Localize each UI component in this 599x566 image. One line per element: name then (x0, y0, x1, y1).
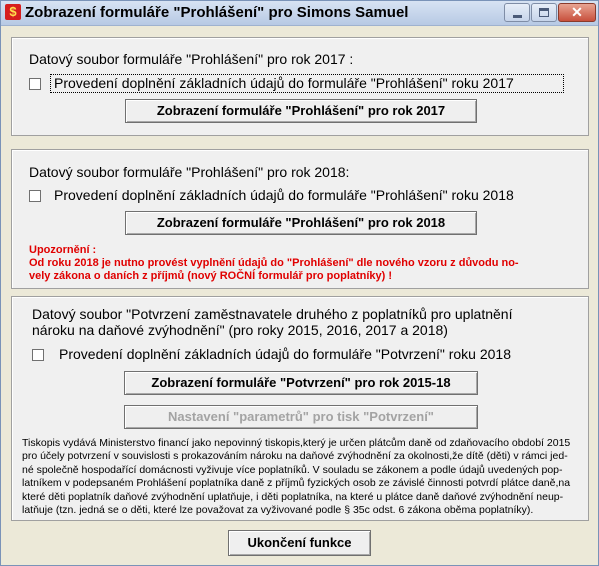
window-title: Zobrazení formuláře "Prohlášení" pro Simons Samuel (25, 4, 409, 21)
checkbox-2017-label[interactable]: Provedení doplnění základních údajů do formuláře "Prohlášení" roku 2017 (54, 75, 514, 91)
checkbox-2018[interactable] (29, 190, 41, 202)
note-line: pro účely potvrzení v souvislosti s prokazováním nároku na daňové zvýhodnění za okolnosti,že dítě (děti) v rámci jed- (22, 450, 568, 463)
print-params-button[interactable]: Nastavení "parametrů" pro tisk "Potvrzení" (124, 405, 478, 429)
minimize-button[interactable] (504, 3, 530, 22)
heading-potvrzeni-line: Datový soubor "Potvrzení zaměstnavatele druhého z poplatníků pro uplatnění (32, 306, 513, 322)
close-icon: ✕ (571, 4, 583, 20)
show-prohlaseni-2017-button[interactable]: Zobrazení formuláře "Prohlášení" pro rok 2017 (125, 99, 477, 123)
note-line: Tiskopis vydává Ministerstvo financí jako nepovinný tiskopis,který je určen plátcům daně od zdaňovacího období 2015 (22, 437, 571, 449)
maximize-button[interactable] (531, 3, 557, 22)
title-bar[interactable] (1, 1, 598, 26)
warning-line: vely zákona o daních z příjmů (nový ROČNÍ formulář pro poplatníky) ! (29, 270, 393, 282)
panel-prohlaseni-2017 (11, 37, 589, 136)
note-line: latňuje (tzn. jedná se o děti, které lze považovat za vyživované podle § 35c odst. 6 zákona oběma poplatníky). (22, 504, 534, 517)
show-prohlaseni-2018-button[interactable]: Zobrazení formuláře "Prohlášení" pro rok 2018 (125, 211, 477, 235)
maximize-icon (539, 8, 549, 17)
panel-prohlaseni-2018 (11, 149, 589, 289)
warning-line: Od roku 2018 je nutno provést vyplnění údajů do "Prohlášení" dle nového vzoru z důvodu no- (29, 257, 519, 269)
warning-title: Upozornění : (29, 244, 97, 256)
show-potvrzeni-button[interactable]: Zobrazení formuláře "Potvrzení" pro rok 2015-18 (124, 371, 478, 395)
minimize-icon (513, 15, 522, 18)
dollar-app-icon[interactable]: $ (5, 4, 21, 20)
checkbox-potvrzeni[interactable] (32, 349, 44, 361)
checkbox-2018-label[interactable]: Provedení doplnění základních údajů do formuláře "Prohlášení" roku 2018 (54, 187, 514, 203)
checkbox-potvrzeni-label[interactable]: Provedení doplnění základních údajů do formuláře "Potvrzení" roku 2018 (59, 346, 511, 362)
note-line: které děti poplatník daňové zvýhodnění uplatňuje, i děti poplatníka, na které u plátce daně daňové zvýhodnění neup- (22, 490, 564, 503)
heading-potvrzeni-line: nároku na daňové zvýhodnění" (pro roky 2015, 2016, 2017 a 2018) (32, 322, 448, 338)
note-line: né společně hospodařící domácnosti vyživuje více poplatníků. V souladu se zákonem a podle údajů uvedených pop- (22, 463, 563, 476)
checkbox-2017[interactable] (29, 78, 41, 90)
note-text (22, 437, 571, 517)
close-window-button[interactable] (558, 3, 596, 22)
heading-2017: Datový soubor formuláře "Prohlášení" pro rok 2017 : (29, 51, 354, 67)
close-function-button[interactable]: Ukončení funkce (228, 530, 371, 556)
heading-2018: Datový soubor formuláře "Prohlášení" pro rok 2018: (29, 164, 350, 180)
note-line: latníkem v podepsaném Prohlášení poplatníka daně z příjmů fyzických osob ze závislé činnosti potvrdí plátce daně,na (22, 477, 571, 490)
panel-potvrzeni (11, 296, 589, 521)
